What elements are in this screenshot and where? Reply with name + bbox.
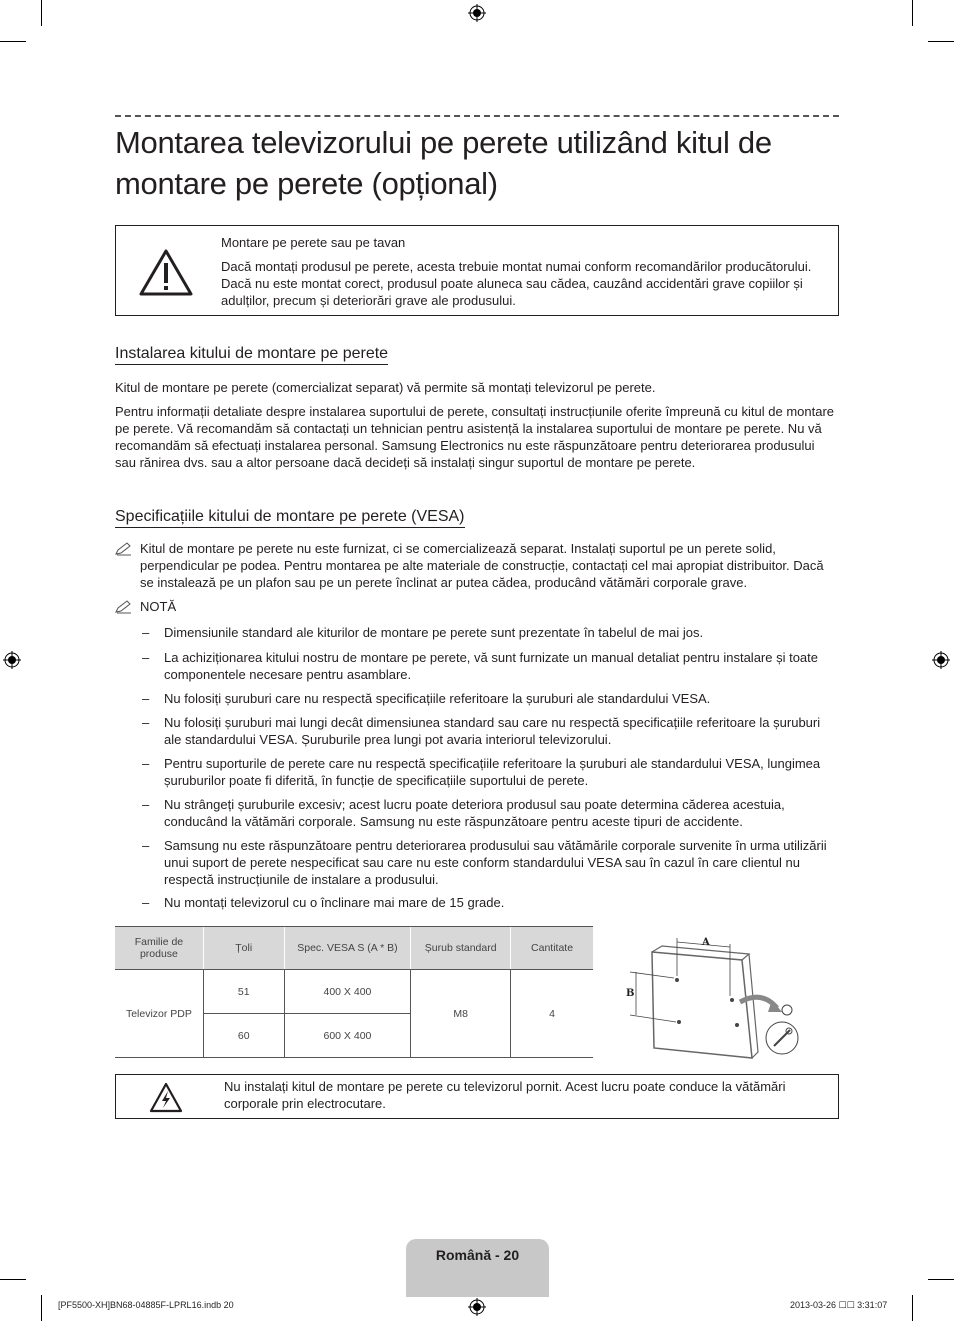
crop-mark xyxy=(928,41,954,42)
warning-heading: Montare pe perete sau pe tavan xyxy=(221,235,406,250)
page-title: Montarea televizorului pe perete utilizând kitul de montare pe perete (opțional) xyxy=(115,125,772,201)
label-b: B xyxy=(626,988,635,999)
page-number-tab xyxy=(406,1239,549,1297)
installation-paragraph-1: Kitul de montare pe perete (comercializat separat) vă permite să montați televizorul pe perete. xyxy=(115,380,656,395)
table-header: Țoli xyxy=(203,927,284,970)
title-divider xyxy=(115,115,839,117)
registration-mark-icon xyxy=(468,1298,486,1316)
table-header: Șurub standard xyxy=(411,927,511,970)
crop-mark xyxy=(41,1295,42,1321)
table-cell: 400 X 400 xyxy=(284,970,411,1014)
registration-mark-icon xyxy=(3,651,21,669)
registration-mark-icon xyxy=(468,4,486,22)
vesa-spec-table xyxy=(115,926,593,1058)
crop-mark xyxy=(0,1279,26,1280)
warning-box xyxy=(115,225,839,316)
table-header: Familie de produse xyxy=(115,927,203,970)
electric-warning-box xyxy=(115,1074,839,1119)
crop-mark xyxy=(928,1279,954,1280)
label-a: A xyxy=(702,937,710,948)
table-header: Cantitate xyxy=(511,927,593,970)
page-number: Română - 20 xyxy=(435,1247,520,1263)
electric-warning-text: Nu instalați kitul de montare pe perete cu televizorul pornit. Acest lucru poate conduce la vătămări corporale prin electrocutare. xyxy=(224,1079,786,1111)
table-cell: 600 X 400 xyxy=(284,1014,411,1058)
warning-text: Dacă montați produsul pe perete, acesta trebuie montat numai conform recomandărilor producătorului. Dacă nu este montat corect, produsul poate aluneca sau cădea, cauzând accidentări grave copiilor și adulților, precum și deteriorări grave ale produsului. xyxy=(221,259,812,308)
pencil-note-icon xyxy=(115,600,132,614)
crop-mark xyxy=(41,0,42,26)
installation-paragraph-2: Pentru informații detaliate despre instalarea suportului de perete, consultați instrucțiunile oferite împreună cu kitul de montare pe perete. Vă recomandăm să contactați un tehnician pentru asistență la instalarea suportului de montare pe perete. Nu vă recomandăm să efectuați instalarea personal. Samsung Electronics nu este răspunzătoare pentru deteriorarea produsului sau rănirea dvs. sau a altor persoane dacă decideți să instalați singur suportul de montare pe perete. xyxy=(115,404,835,470)
table-header-row xyxy=(115,927,593,970)
table-cell-screw: M8 xyxy=(411,970,511,1058)
tv-wall-mount-diagram xyxy=(622,930,812,1065)
vesa-note-1: Kitul de montare pe perete nu este furnizat, ci se comercializează separat. Instalați suportul pe un perete solid, perpendicular pe podea. Pentru montarea pe alte materiale de construcție, contactați cel mai apropiat distribuitor. Dacă se instalează pe un plafon sau pe un perete înclinat ar putea cădea, producând vătămări corporale grave. xyxy=(140,541,824,590)
crop-mark xyxy=(912,0,913,26)
section-heading-vesa: Specificațiile kitului de montare pe perete (VESA) xyxy=(115,508,465,528)
table-cell-qty: 4 xyxy=(511,970,593,1058)
table-cell: 51 xyxy=(203,970,284,1014)
pencil-note-icon xyxy=(115,542,132,556)
table-cell: 60 xyxy=(203,1014,284,1058)
note-label: NOTĂ xyxy=(140,599,177,614)
table-row xyxy=(115,970,593,1014)
crop-mark xyxy=(912,1295,913,1321)
electric-shock-warning-icon xyxy=(149,1082,183,1113)
table-header: Spec. VESA S (A * B) xyxy=(284,927,411,970)
footer-timestamp: 2013-03-26 ☐☐ 3:31:07 xyxy=(790,1300,888,1310)
table-cell-family: Televizor PDP xyxy=(115,970,203,1058)
footer-file-name: [PF5500-XH]BN68-04885F-LPRL16.indb 20 xyxy=(58,1300,234,1310)
registration-mark-icon xyxy=(932,651,950,669)
crop-mark xyxy=(0,41,26,42)
warning-triangle-icon xyxy=(138,248,194,298)
section-heading-installation: Instalarea kitului de montare pe perete xyxy=(115,345,388,365)
